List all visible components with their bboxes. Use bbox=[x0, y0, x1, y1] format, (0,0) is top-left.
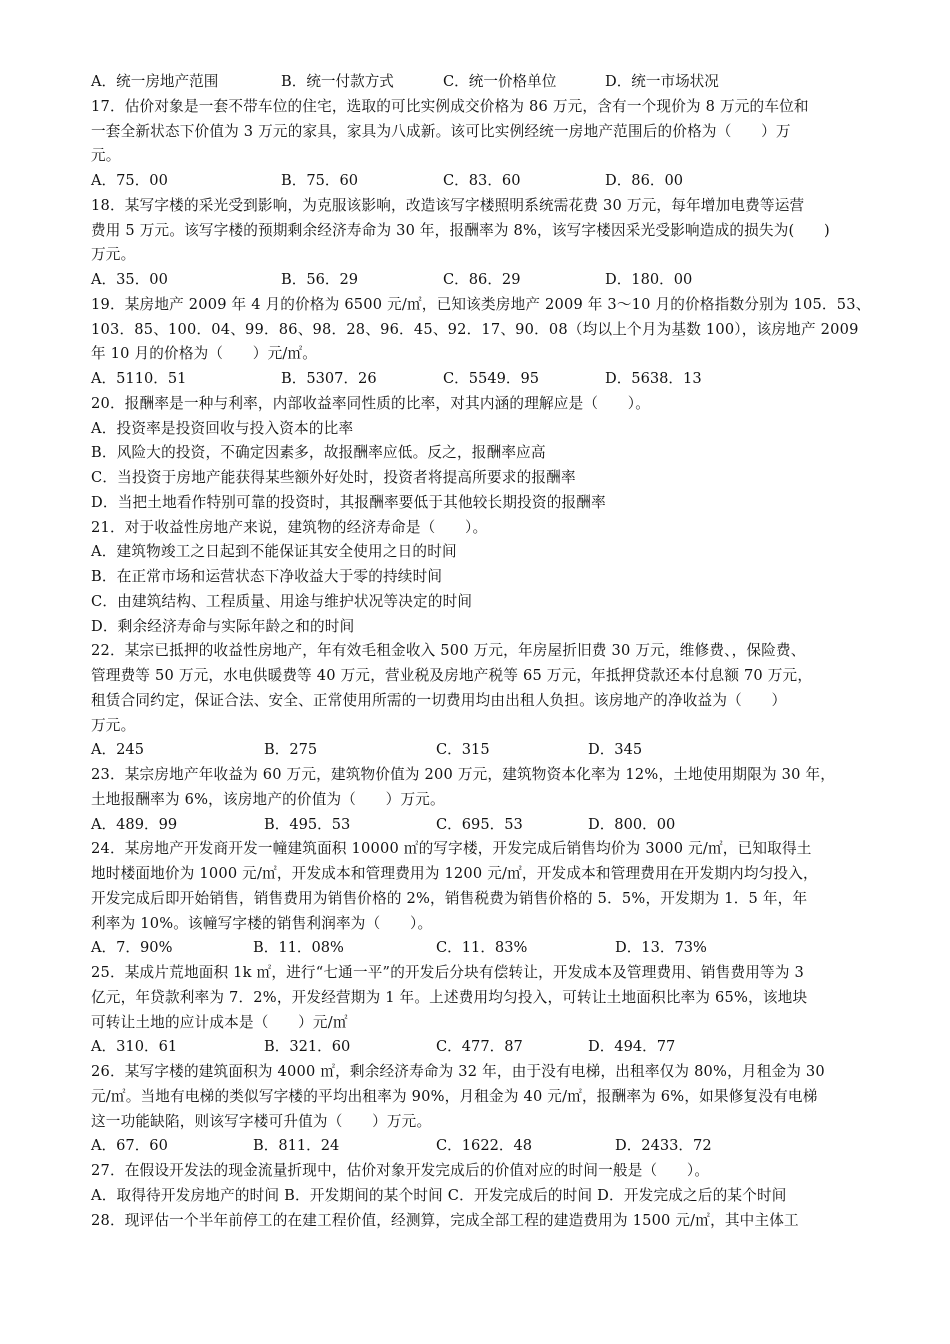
answer-options-row bbox=[91, 171, 891, 191]
option-c: C．695．53 bbox=[436, 815, 523, 833]
option-d: D．统一市场状况 bbox=[605, 73, 719, 90]
option-d: D．86．00 bbox=[605, 172, 684, 189]
text-line: A．投资率是投资回收与投入资本的比率 bbox=[91, 419, 354, 437]
text-line: 22．某宗已抵押的收益性房地产，年有效毛租金收入 500 万元，年房屋折旧费 30 万元，维修费、，保险费、 bbox=[91, 642, 806, 660]
text-line: A．取得待开发房地产的时间 B．开发期间的某个时间 C．开发完成后的时间 D．开发完成之后的某个时间 bbox=[91, 1186, 787, 1204]
option-b: B．11．08% bbox=[253, 939, 344, 957]
answer-options-row bbox=[91, 270, 891, 290]
text-line: 年 10 月的价格为（ ）元/㎡。 bbox=[91, 345, 318, 363]
option-d: D．5638．13 bbox=[605, 370, 702, 387]
text-line: 20．报酬率是一种与利率，内部收益率同性质的比率，对其内涵的理解应是（ ）。 bbox=[91, 394, 651, 412]
text-line: 28．现评估一个半年前停工的在建工程价值，经测算，完成全部工程的建造费用为 1500 元/㎡，其中主体工 bbox=[91, 1211, 799, 1229]
answer-options-row bbox=[91, 1136, 891, 1156]
option-b: B．75．60 bbox=[281, 172, 359, 189]
text-line: 18．某写字楼的采光受到影响，为克服该影响，改造该写字楼照明系统需花费 30 万元，每年增加电费等运营 bbox=[91, 196, 805, 214]
text-line: 19．某房地产 2009 年 4 月的价格为 6500 元/㎡，已知该类房地产 2009 年 3～10 月的价格指数分别为 105．53、 bbox=[91, 295, 871, 313]
text-line: 21．对于收益性房地产来说，建筑物的经济寿命是（ ）。 bbox=[91, 518, 488, 536]
option-d: D．2433．72 bbox=[615, 1137, 712, 1155]
text-line: 费用 5 万元。该写字楼的预期剩余经济寿命为 30 年，报酬率为 8%，该写字楼因采光受影响造成的损失为( ) bbox=[91, 221, 830, 239]
text-line: 23．某宗房地产年收益为 60 万元，建筑物价值为 200 万元，建筑物资本化率为 12%，土地使用期限为 30 年， bbox=[91, 766, 836, 783]
option-a: A．7．90% bbox=[91, 939, 173, 957]
option-a: A．5110．51 bbox=[91, 370, 187, 387]
text-line: 地时楼面地价为 1000 元/㎡，开发成本和管理费用为 1200 元/㎡，开发成本和管理费用在开发期内均匀投入， bbox=[91, 865, 818, 882]
option-a: A．35．00 bbox=[91, 271, 168, 288]
option-c: C．统一价格单位 bbox=[443, 73, 557, 90]
text-line: 管理费等 50 万元，水电供暖费等 40 万元，营业税及房地产税等 65 万元，年抵押贷款还本付息额 70 万元， bbox=[91, 667, 813, 684]
option-c: C．5549．95 bbox=[443, 370, 540, 387]
option-d: D．800．00 bbox=[588, 815, 676, 833]
option-c: C．477．87 bbox=[436, 1038, 523, 1056]
answer-options-row bbox=[91, 815, 891, 835]
option-a: A．310．61 bbox=[91, 1038, 178, 1056]
text-line: 利率为 10%。该幢写字楼的销售利润率为（ ）。 bbox=[91, 914, 433, 932]
text-line: D．当把土地看作特别可靠的投资时，其报酬率要低于其他较长期投资的报酬率 bbox=[91, 493, 606, 511]
text-line: 可转让土地的应计成本是（ ）元/㎡ bbox=[91, 1013, 348, 1031]
option-b: B．5307．26 bbox=[281, 370, 377, 387]
option-a: A．67．60 bbox=[91, 1137, 168, 1155]
option-c: C．83．60 bbox=[443, 172, 521, 189]
option-d: D．494．77 bbox=[588, 1038, 676, 1056]
text-line: C．当投资于房地产能获得某些额外好处时，投资者将提高所要求的报酬率 bbox=[91, 469, 576, 486]
option-b: B．495．53 bbox=[264, 815, 351, 833]
option-d: D．180．00 bbox=[605, 271, 693, 288]
text-line: 25．某成片荒地面积 1k ㎡，进行“七通一平”的开发后分块有偿转让，开发成本及管理费用、销售费用等为 3 bbox=[91, 964, 804, 981]
option-c: C．1622．48 bbox=[436, 1137, 533, 1155]
option-b: B．275 bbox=[264, 741, 318, 759]
answer-options-row bbox=[91, 1037, 891, 1057]
option-b: B．321．60 bbox=[264, 1038, 351, 1056]
option-a: A．245 bbox=[91, 741, 144, 759]
option-c: C．11．83% bbox=[436, 939, 528, 957]
text-line: 24．某房地产开发商开发一幢建筑面积 10000 ㎡的写字楼，开发完成后销售均价为 3000 元/㎡，已知取得土 bbox=[91, 840, 812, 858]
option-b: B．811．24 bbox=[253, 1137, 340, 1155]
text-line: 元。 bbox=[91, 147, 121, 165]
option-a: A．75．00 bbox=[91, 172, 168, 189]
option-b: B．统一付款方式 bbox=[281, 73, 394, 90]
text-line: 17．估价对象是一套不带车位的住宅，选取的可比实例成交价格为 86 万元，含有一个现价为 8 万元的车位和 bbox=[91, 97, 809, 115]
option-a: A．489．99 bbox=[91, 815, 178, 833]
text-line: 元/㎡。当地有电梯的类似写字楼的平均出租率为 90%，月租金为 40 元/㎡，报酬率为 6%，如果修复没有电梯 bbox=[91, 1087, 818, 1105]
answer-options-row bbox=[91, 72, 891, 92]
text-line: B．风险大的投资，不确定因素多，故报酬率应低。反之，报酬率应高 bbox=[91, 444, 546, 462]
option-c: C．86．29 bbox=[443, 271, 521, 288]
answer-options-row bbox=[91, 938, 891, 958]
text-line: B．在正常市场和运营状态下净收益大于零的持续时间 bbox=[91, 568, 443, 585]
text-line: C．由建筑结构、工程质量、用途与维护状况等决定的时间 bbox=[91, 592, 473, 610]
text-line: 一套全新状态下价值为 3 万元的家具，家具为八成新。该可比实例经统一房地产范围后的价格为（ ）万 bbox=[91, 122, 791, 140]
answer-options-row bbox=[91, 740, 891, 760]
text-line: 这一功能缺陷，则该写字楼可升值为（ ）万元。 bbox=[91, 1112, 432, 1130]
text-line: 土地报酬率为 6%，该房地产的价值为（ ）万元。 bbox=[91, 790, 445, 808]
option-b: B．56．29 bbox=[281, 271, 359, 288]
answer-options-row bbox=[91, 369, 891, 389]
text-line: A．建筑物竣工之日起到不能保证其安全使用之日的时间 bbox=[91, 543, 457, 561]
option-d: D．13．73% bbox=[615, 939, 707, 957]
text-line: 27．在假设开发法的现金流量折现中，估价对象开发完成后的价值对应的时间一般是（ ）。 bbox=[91, 1162, 710, 1179]
text-line: 万元。 bbox=[91, 716, 136, 734]
text-line: D．剩余经济寿命与实际年龄之和的时间 bbox=[91, 617, 355, 635]
text-line: 万元。 bbox=[91, 246, 136, 264]
option-a: A．统一房地产范围 bbox=[91, 73, 219, 90]
text-line: 租赁合同约定，保证合法、安全、正常使用所需的一切费用均由出租人负担。该房地产的净收益为（ ） bbox=[91, 691, 787, 709]
text-line: 103．85、100．04、99．86、98．28、96．45、92．17、90．08（均以上个月为基数 100），该房地产 2009 bbox=[91, 320, 859, 338]
text-line: 亿元，年贷款利率为 7．2%，开发经营期为 1 年。上述费用均匀投入，可转让土地面积比率为 65%，该地块 bbox=[91, 988, 808, 1006]
text-line: 26．某写字楼的建筑面积为 4000 ㎡，剩余经济寿命为 32 年，由于没有电梯，出租率仅为 80%，月租金为 30 bbox=[91, 1063, 825, 1080]
option-c: C．315 bbox=[436, 741, 490, 759]
text-line: 开发完成后即开始销售，销售费用为销售价格的 2%，销售税费为销售价格的 5．5%，开发期为 1．5 年，年 bbox=[91, 889, 808, 907]
option-d: D．345 bbox=[588, 741, 643, 759]
